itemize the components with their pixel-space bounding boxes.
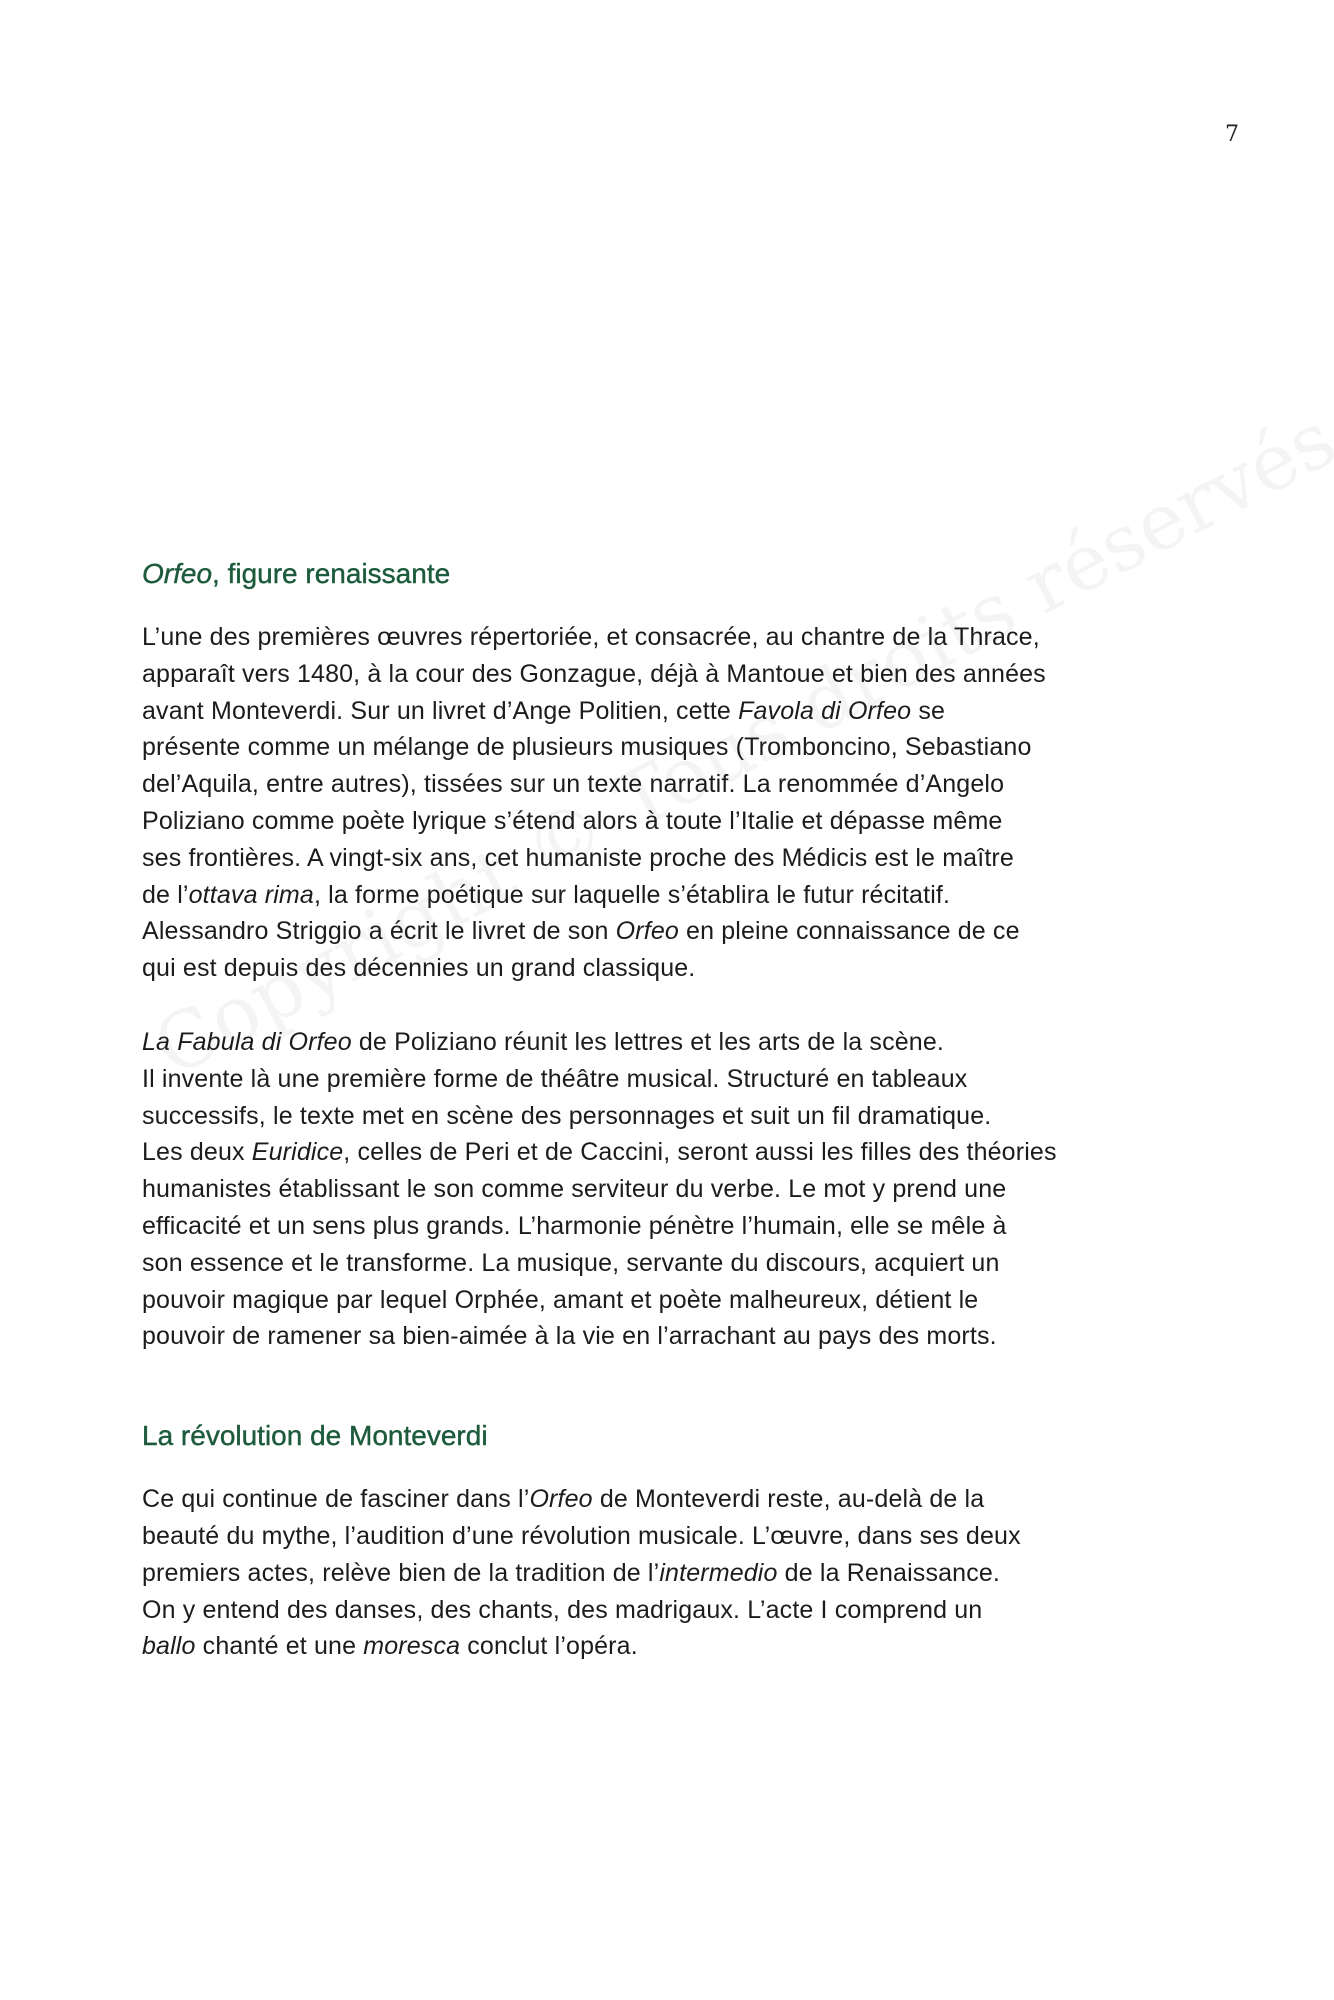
text-line: [142, 1481, 1202, 1518]
italic-text: Orfeo: [615, 917, 679, 946]
text-run: présente comme un mélange de plusieurs musiques (Tromboncino, Sebastiano: [142, 733, 1032, 762]
text-run: chanté et une: [195, 1632, 364, 1661]
text-line: [142, 1208, 1202, 1245]
text-line: [142, 1282, 1202, 1319]
text-run: se: [911, 696, 946, 725]
italic-text: ottava rima: [188, 880, 314, 909]
text-run: son essence et le transforme. La musique, servante du discours, acquiert un: [142, 1248, 1000, 1277]
text-run: Les deux: [142, 1138, 252, 1167]
section-body-revolution: [142, 1481, 1202, 1665]
text-run: successifs, le texte met en scène des personnages et suit un fil dramatique.: [142, 1101, 992, 1130]
text-run: Il invente là une première forme de théâtre musical. Structuré en tableaux: [142, 1064, 968, 1093]
text-line: [142, 1061, 1202, 1098]
text-line: [142, 1098, 1202, 1135]
text-line: [142, 1245, 1202, 1282]
text-line: [142, 1628, 1202, 1665]
section-heading-orfeo: [142, 555, 1202, 593]
text-run: conclut l’opéra.: [460, 1632, 638, 1661]
italic-text: moresca: [363, 1632, 461, 1661]
text-run: de Poliziano réunit les lettres et les arts de la scène.: [351, 1027, 944, 1056]
italic-text: Euridice: [251, 1138, 344, 1167]
text-run: de l’: [142, 880, 189, 909]
paragraph: [142, 619, 1202, 987]
text-line: [142, 950, 1202, 987]
text-run: On y entend des danses, des chants, des madrigaux. L’acte I comprend un: [142, 1595, 983, 1624]
text-run: qui est depuis des décennies un grand classique.: [142, 954, 696, 983]
text-line: [142, 1592, 1202, 1629]
text-line: [142, 1171, 1202, 1208]
text-run: en pleine connaissance de ce: [678, 917, 1020, 946]
text-run: avant Monteverdi. Sur un livret d’Ange Politien, cette: [142, 696, 739, 725]
text-run: Ce qui continue de fasciner dans l’: [142, 1485, 530, 1514]
text-line: [142, 656, 1202, 693]
text-run: humanistes établissant le son comme serviteur du verbe. Le mot y prend une: [142, 1175, 1007, 1204]
text-run: L’une des premières œuvres répertoriée, et consacrée, au chantre de la Thrace,: [142, 623, 1040, 651]
text-run: de la Renaissance.: [777, 1558, 1001, 1587]
italic-text: intermedio: [659, 1558, 778, 1587]
text-line: [142, 729, 1202, 766]
text-line: [142, 803, 1202, 840]
text-run: efficacité et un sens plus grands. L’harmonie pénètre l’humain, elle se mêle à: [142, 1211, 1007, 1240]
text-line: [142, 693, 1202, 730]
heading-text: La révolution de Monteverdi: [142, 1420, 488, 1452]
italic-text: Favola di Orfeo: [738, 696, 912, 725]
main-content: [142, 555, 1202, 1665]
text-line: [142, 1555, 1202, 1592]
text-line: [142, 1024, 1202, 1061]
text-line: [142, 1318, 1202, 1355]
text-run: , la forme poétique sur laquelle s’établira le futur récitatif.: [313, 880, 951, 909]
text-line: [142, 840, 1202, 877]
paragraph: [142, 1481, 1202, 1665]
text-run: ses frontières. A vingt-six ans, cet humaniste proche des Médicis est le maître: [142, 843, 1014, 872]
text-line: [142, 1134, 1202, 1171]
text-run: apparaît vers 1480, à la cour des Gonzague, déjà à Mantoue et bien des années: [142, 659, 1046, 688]
text-run: del’Aquila, entre autres), tissées sur un texte narratif. La renommée d’Angelo: [142, 770, 1005, 799]
text-run: Poliziano comme poète lyrique s’étend alors à toute l’Italie et dépasse même: [142, 806, 1003, 835]
text-line: [142, 766, 1202, 803]
text-run: de Monteverdi reste, au-delà de la: [592, 1485, 985, 1514]
text-run: , celles de Peri et de Caccini, seront aussi les filles des théories: [343, 1138, 1057, 1167]
italic-text: ballo: [142, 1632, 196, 1661]
text-run: pouvoir magique par lequel Orphée, amant et poète malheureux, détient le: [142, 1285, 979, 1314]
text-line: [142, 1518, 1202, 1555]
text-line: [142, 877, 1202, 914]
italic-text: Orfeo: [529, 1485, 593, 1514]
heading-text: , figure renaissante: [212, 558, 451, 589]
text-run: beauté du mythe, l’audition d’une révolution musicale. L’œuvre, dans ses deux: [142, 1521, 1021, 1550]
paragraph: [142, 1024, 1202, 1355]
text-run: premiers actes, relève bien de la tradition de l’: [142, 1558, 660, 1587]
text-run: Alessandro Striggio a écrit le livret de son: [142, 917, 616, 946]
text-run: pouvoir de ramener sa bien-aimée à la vie en l’arrachant au pays des morts.: [142, 1322, 997, 1351]
text-line: [142, 913, 1202, 950]
italic-text: La Fabula di Orfeo: [142, 1027, 352, 1056]
page-number: 7: [1225, 122, 1239, 147]
heading-italic: Orfeo: [142, 558, 213, 589]
section-heading-revolution: [142, 1417, 1202, 1455]
text-line: [142, 619, 1202, 656]
section-body-orfeo: [142, 619, 1202, 1355]
